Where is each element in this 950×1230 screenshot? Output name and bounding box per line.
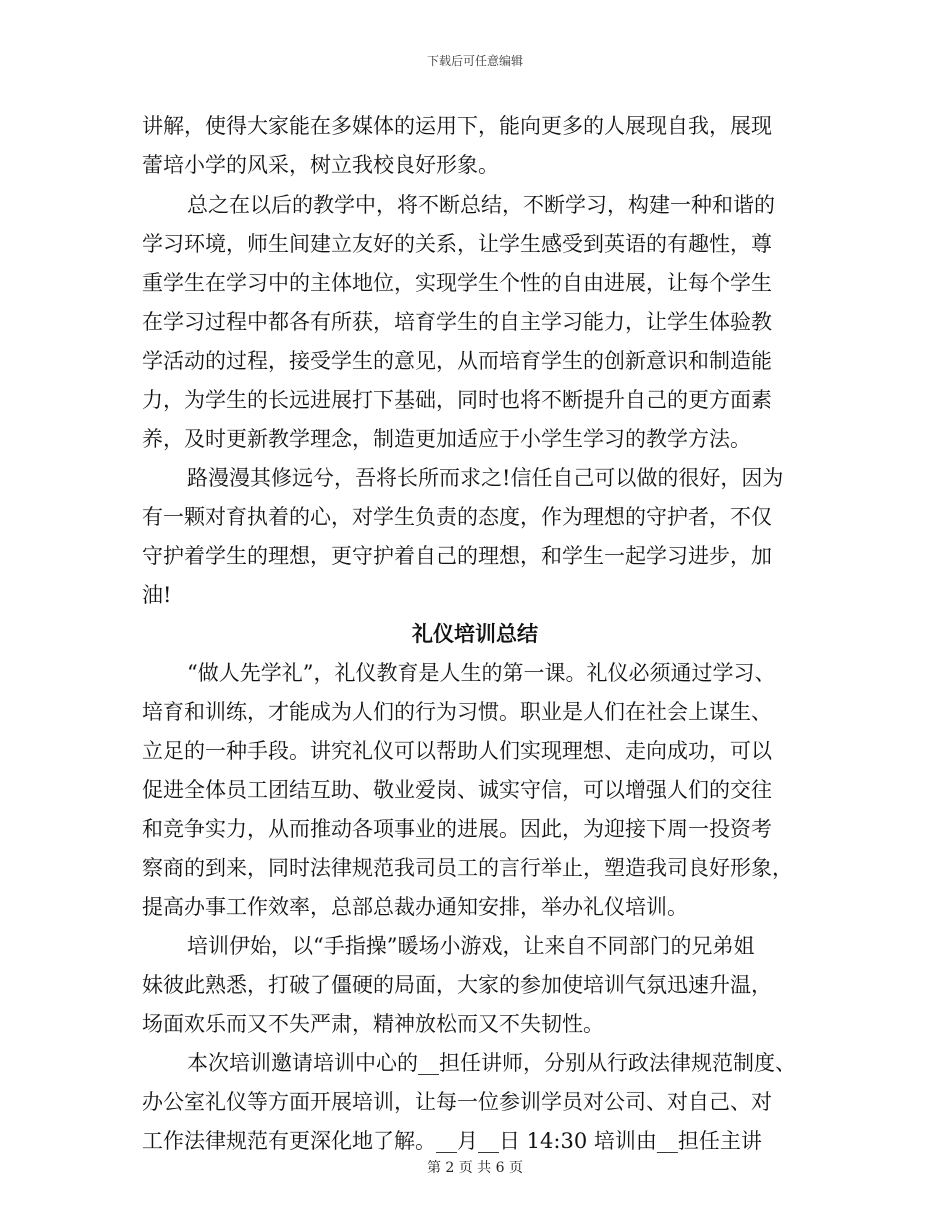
paragraph-line: 妹彼此熟悉，打破了僵硬的局面，大家的参加使培训气氛迅速升温， bbox=[142, 973, 772, 997]
paragraph-line: 学活动的过程，接受学生的意见，从而培育学生的创新意识和制造能 bbox=[142, 349, 772, 373]
paragraph-line: 养，及时更新教学理念，制造更加适应于小学生学习的教学方法。 bbox=[142, 427, 751, 451]
paragraph-line: 提高办事工作效率，总部总裁办通知安排，举办礼仪培训。 bbox=[142, 895, 688, 919]
paragraph-line: 总之在以后的教学中，将不断总结，不断学习，构建一种和谐的 bbox=[187, 193, 775, 217]
paragraph-line: “做人先学礼”，礼仪教育是人生的第一课。礼仪必须通过学习、 bbox=[187, 661, 776, 685]
paragraph-line: 蕾培小学的风采，树立我校良好形象。 bbox=[142, 153, 499, 177]
paragraph-line: 立足的一种手段。讲究礼仪可以帮助人们实现理想、走向成功，可以 bbox=[142, 739, 772, 763]
paragraph-line: 本次培训邀请培训中心的__担任讲师，分别从行政法律规范制度、 bbox=[187, 1051, 796, 1075]
paragraph-line: 办公室礼仪等方面开展培训，让每一位参训学员对公司、对自己、对 bbox=[142, 1090, 772, 1114]
paragraph-line: 工作法律规范有更深化地了解。__月__日 14:30 培训由__担任主讲 bbox=[142, 1129, 762, 1153]
paragraph-line: 场面欢乐而又不失严肃，精神放松而又不失韧性。 bbox=[142, 1012, 604, 1036]
paragraph-line: 重学生在学习中的主体地位，实现学生个性的自由进展，让每个学生 bbox=[142, 271, 772, 295]
page-number: 第 2 页 共 6 页 bbox=[426, 1160, 524, 1176]
paragraph-line: 和竞争实力，从而推动各项事业的进展。因此，为迎接下周一投资考 bbox=[142, 817, 772, 841]
paragraph-line: 培训伊始，以“手指操”暖场小游戏，让来自不同部门的兄弟姐 bbox=[187, 934, 755, 958]
page-header: 下载后可任意编辑 bbox=[426, 54, 523, 68]
paragraph-line: 察商的到来，同时法律规范我司员工的言行举止，塑造我司良好形象， bbox=[142, 856, 793, 880]
paragraph-line: 油! bbox=[142, 583, 172, 607]
paragraph-line: 有一颗对育执着的心，对学生负责的态度，作为理想的守护者，不仅 bbox=[142, 505, 772, 529]
paragraph-line: 学习环境，师生间建立友好的关系，让学生感受到英语的有趣性，尊 bbox=[142, 232, 772, 256]
paragraph-line: 促进全体员工团结互助、敬业爱岗、诚实守信，可以增强人们的交往 bbox=[142, 778, 772, 802]
paragraph-line: 在学习过程中都各有所获，培育学生的自主学习能力，让学生体验教 bbox=[142, 310, 772, 334]
paragraph-line: 力，为学生的长远进展打下基础，同时也将不断提升自己的更方面素 bbox=[142, 388, 772, 412]
paragraph-line: 讲解，使得大家能在多媒体的运用下，能向更多的人展现自我，展现 bbox=[142, 114, 772, 138]
paragraph-line: 守护着学生的理想，更守护着自己的理想，和学生一起学习进步，加 bbox=[142, 544, 772, 568]
section-title: 礼仪培训总结 bbox=[412, 621, 538, 646]
paragraph-line: 培育和训练，才能成为人们的行为习惯。职业是人们在社会上谋生、 bbox=[142, 700, 772, 724]
paragraph-line: 路漫漫其修远兮，吾将长所而求之!信任自己可以做的很好，因为 bbox=[187, 466, 784, 490]
